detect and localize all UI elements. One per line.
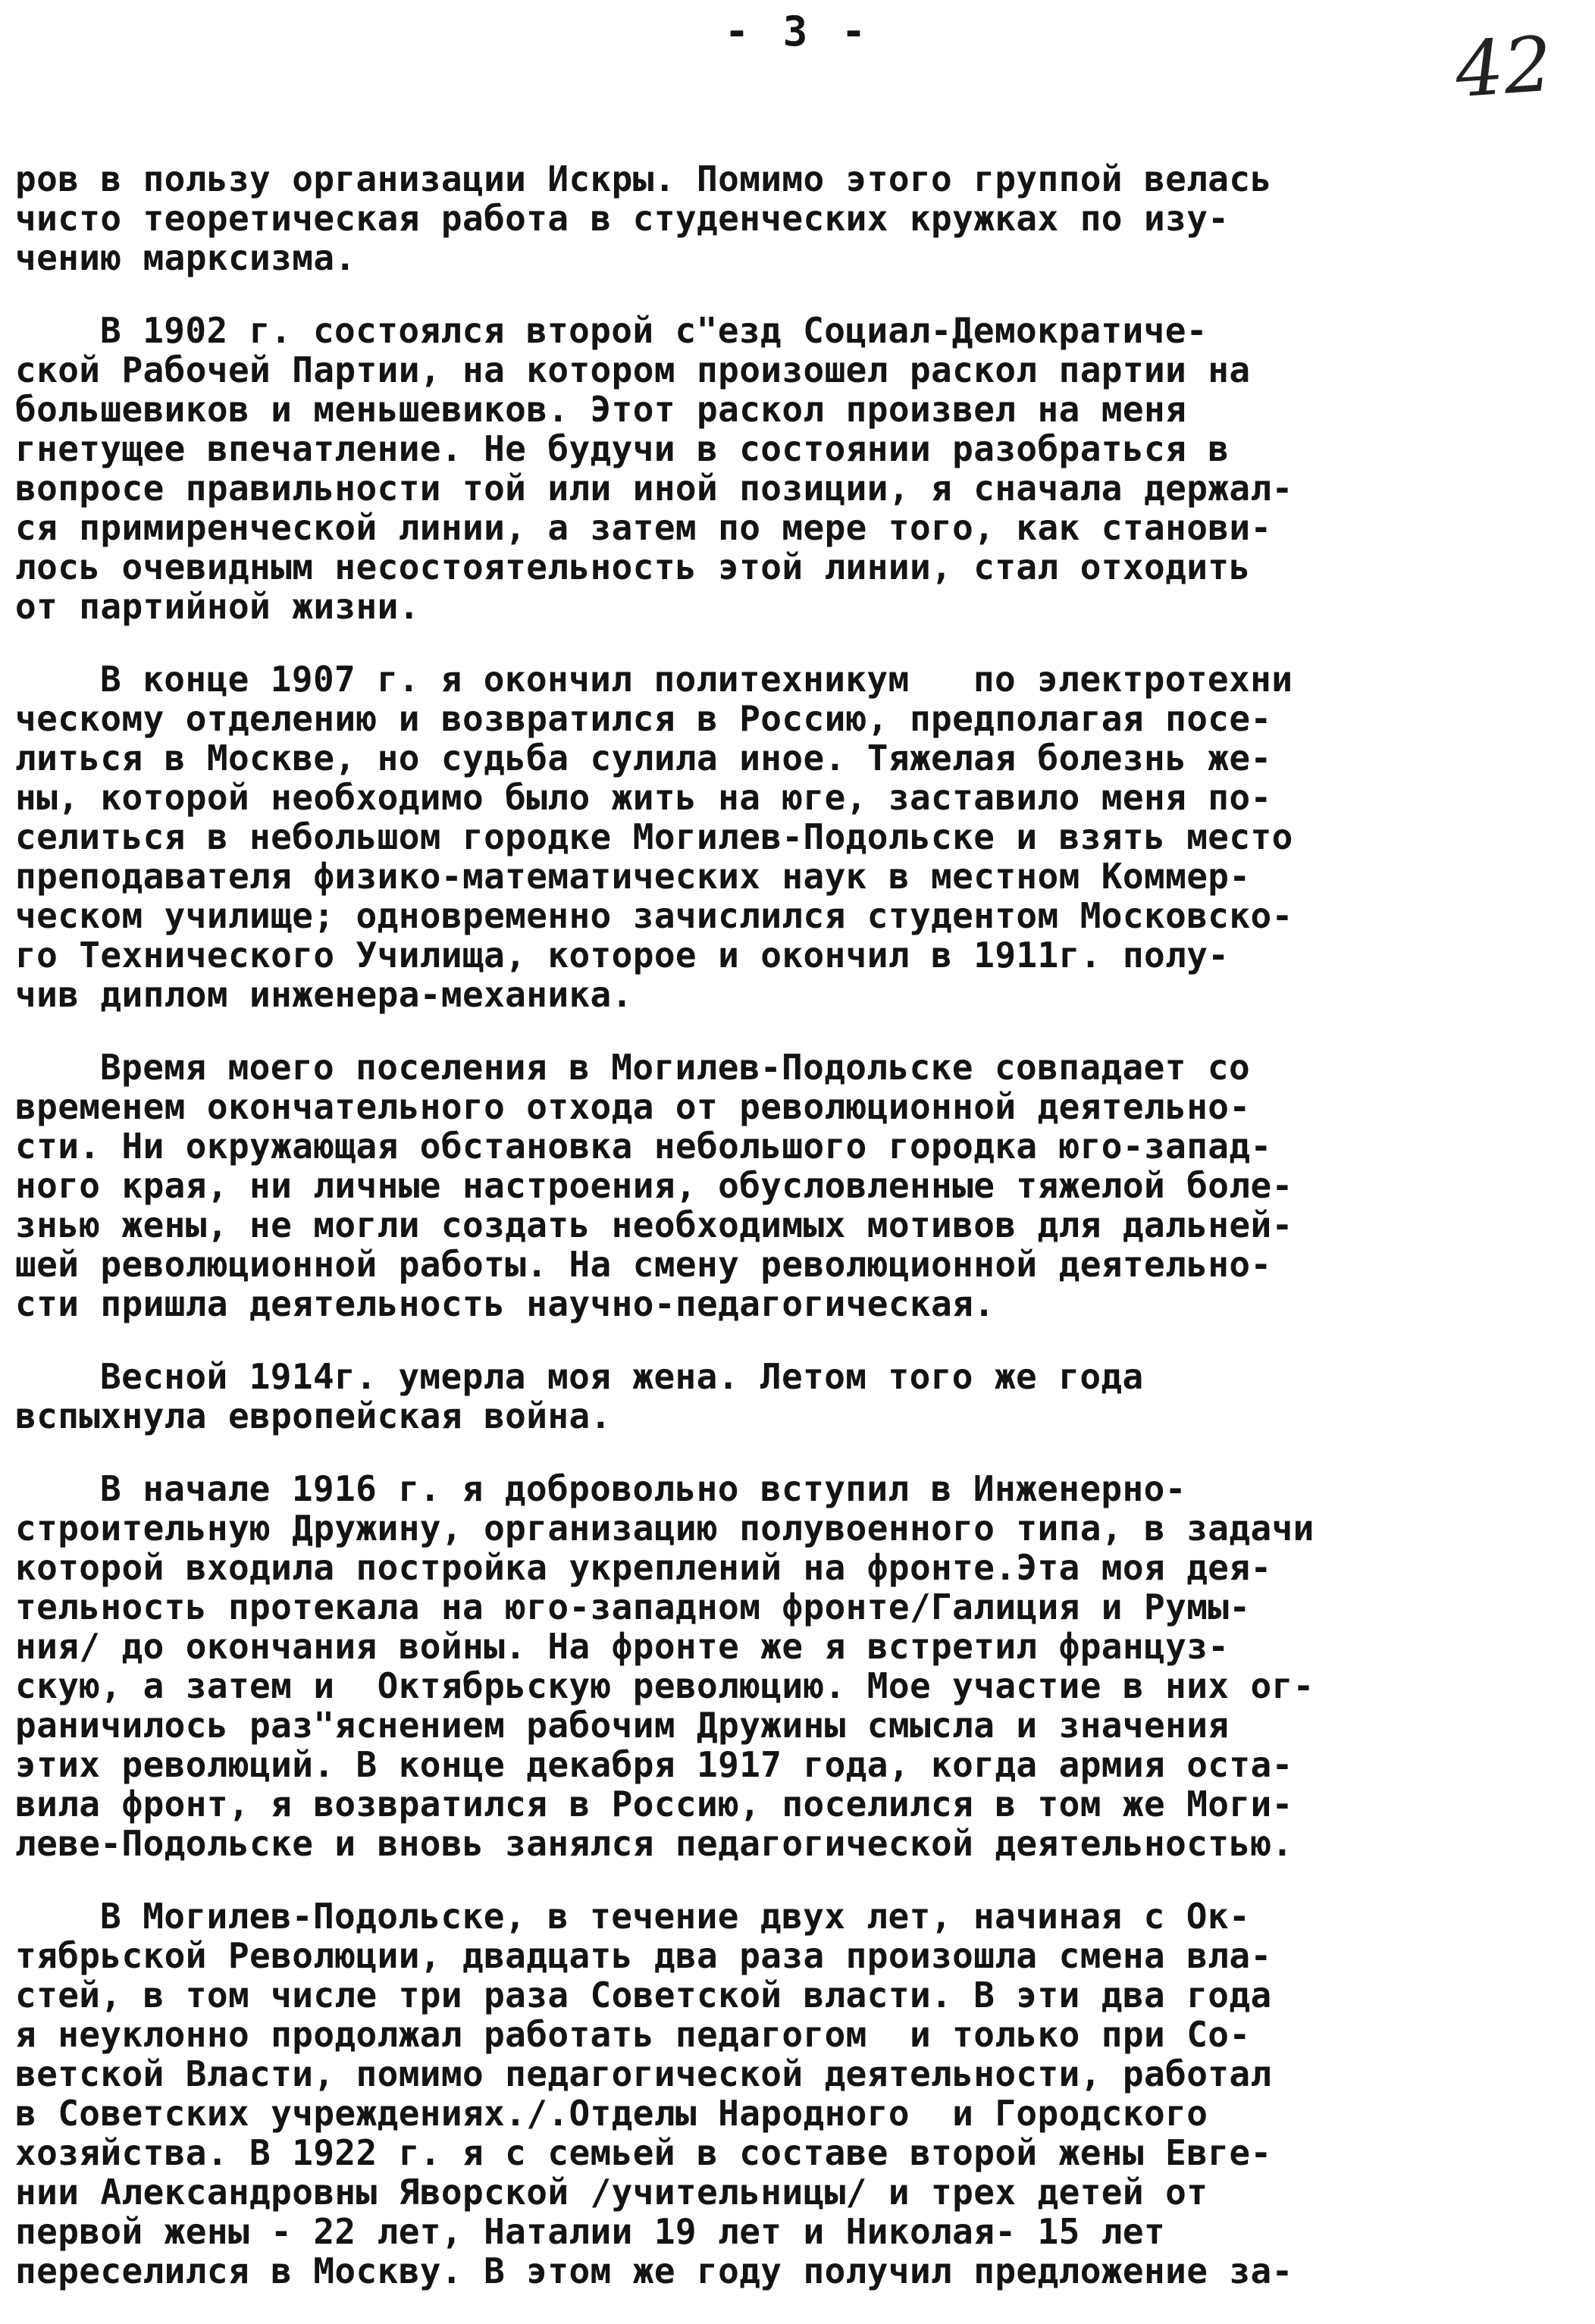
text-line: знью жены, не могли создать необходимых мотивов для дальней-	[15, 1204, 1293, 1245]
text-line: сти. Ни окружающая обстановка небольшого городка юго-запад-	[15, 1126, 1272, 1167]
archive-folio-number: 42	[1452, 19, 1556, 115]
text-line: первой жены - 22 лет, Наталии 19 лет и Николая- 15 лет	[15, 2211, 1166, 2252]
text-line: селиться в небольшом городке Могилев-Подольске и взять место	[15, 816, 1293, 857]
text-line: чению марксизма.	[15, 237, 356, 278]
text-line: ческому отделению и возвратился в Россию, предполагая посе-	[15, 698, 1272, 739]
typewritten-body	[15, 159, 1584, 2324]
text-line: преподавателя физико-математических наук в местном Коммер-	[15, 856, 1251, 897]
text-line: сти пришла деятельность научно-педагогическая.	[15, 1283, 995, 1324]
text-line: ны, которой необходимо было жить на юге, заставило меня по-	[15, 777, 1272, 818]
text-line: Весной 1914г. умерла моя жена. Летом того же года	[100, 1356, 1144, 1397]
text-line: ской Рабочей Партии, на котором произошел раскол партии на	[15, 349, 1251, 390]
paragraph	[15, 659, 1584, 1014]
text-line: лось очевидным несостоятельность этой линии, стал отходить	[15, 547, 1251, 587]
text-line: этих революций. В конце декабря 1917 года, когда армия оста-	[15, 1744, 1293, 1785]
text-line: В начале 1916 г. я добровольно вступил в Инженерно-	[100, 1468, 1186, 1509]
text-line: ветской Власти, помимо педагогической деятельности, работал	[15, 2053, 1272, 2094]
paragraph	[15, 1357, 1584, 1436]
text-line: вопросе правильности той или иной позиции, я сначала держал-	[15, 468, 1293, 509]
paragraph	[15, 1896, 1584, 2291]
text-line: тябрьской Революции, двадцать два раза произошла смена вла-	[15, 1935, 1272, 1976]
text-line: временем окончательного отхода от революционной деятельно-	[15, 1086, 1251, 1127]
text-line: скую, а затем и Октябрьскую революцию. Мое участие в них ог-	[15, 1665, 1315, 1706]
text-line: вспыхнула европейская война.	[15, 1395, 612, 1436]
paragraph	[15, 159, 1584, 277]
text-line: я неуклонно продолжал работать педагогом и только при Со-	[15, 2014, 1251, 2055]
page-number: - 3 -	[724, 8, 871, 55]
text-line: большевиков и меньшевиков. Этот раскол произвел на меня	[15, 389, 1187, 430]
text-line: раничилось раз"яснением рабочим Дружины смысла и значения	[15, 1705, 1230, 1746]
text-line: гнетущее впечатление. Не будучи в состоянии разобраться в	[15, 428, 1230, 469]
text-line: хозяйства. В 1922 г. я с семьей в составе второй жены Евге-	[15, 2132, 1272, 2173]
text-line: В конце 1907 г. я окончил политехникум по электротехни	[100, 659, 1293, 700]
text-line: ся примиренческой линии, а затем по мере того, как станови-	[15, 507, 1272, 548]
paragraph	[15, 1469, 1584, 1863]
text-line: го Технического Училища, которое и окончил в 1911г. полу-	[15, 935, 1230, 976]
paragraph	[15, 1048, 1584, 1323]
text-line: ческом училище; одновременно зачислился студентом Московско-	[15, 895, 1293, 936]
text-line: литься в Москве, но судьба сулила иное. Тяжелая болезнь же-	[15, 738, 1272, 778]
text-line: чисто теоретическая работа в студенческих кружках по изу-	[15, 198, 1230, 239]
text-line: от партийной жизни.	[15, 586, 420, 627]
text-line: ров в пользу организации Искры. Помимо этого группой велась	[15, 158, 1272, 199]
text-line: ния/ до окончания войны. На фронте же я встретил француз-	[15, 1626, 1230, 1667]
text-line: которой входила постройка укреплений на фронте.Эта моя дея-	[15, 1547, 1272, 1588]
text-line: тельность протекала на юго-западном фронте/Галиция и Румы-	[15, 1586, 1251, 1627]
text-line: нии Александровны Яворской /учительницы/ и трех детей от	[15, 2172, 1208, 2213]
text-line: строительную Дружину, организацию полувоенного типа, в задачи	[15, 1508, 1315, 1549]
paragraph	[15, 311, 1584, 626]
text-line: чив диплом инженера-механика.	[15, 974, 633, 1015]
text-line: вила фронт, я возвратился в Россию, поселился в том же Моги-	[15, 1784, 1293, 1824]
text-line: В Могилев-Подольске, в течение двух лет, начиная с Ок-	[100, 1896, 1251, 1937]
text-line: Время моего поселения в Могилев-Подольске совпадает со	[100, 1047, 1251, 1088]
text-line: леве-Подольске и вновь занялся педагогической деятельностью.	[15, 1823, 1293, 1864]
text-line: переселился в Москву. В этом же году получил предложение за-	[15, 2250, 1293, 2291]
text-line: ного края, ни личные настроения, обусловленные тяжелой боле-	[15, 1165, 1293, 1206]
text-line: в Советских учреждениях./.Отделы Народного и Городского	[15, 2093, 1208, 2134]
text-line: В 1902 г. состоялся второй с"езд Социал-Демократиче-	[100, 310, 1208, 351]
text-line: стей, в том числе три раза Советской власти. В эти два года	[15, 1975, 1272, 2015]
text-line: шей революционной работы. На смену революционной деятельно-	[15, 1244, 1272, 1285]
